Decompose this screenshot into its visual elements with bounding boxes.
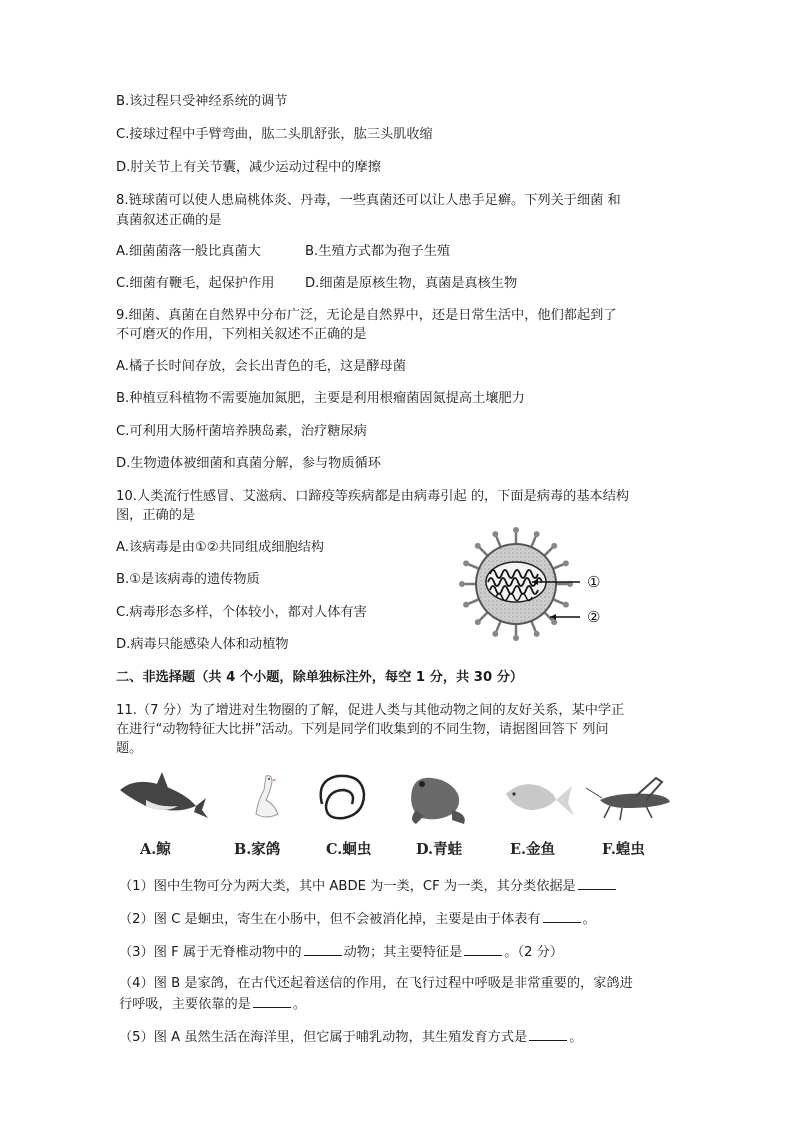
answer-blank[interactable] — [543, 909, 581, 923]
q9-stem-line2: 不可磨灭的作用，下列相关叙述不正确的是 — [116, 327, 367, 342]
q9-option-c: C.可利用大肠杆菌培养胰岛素，治疗糖尿病 — [116, 424, 367, 439]
q11-sub2: （2）图 C 是蛔虫，寄生在小肠中，但不会被消化掉，主要是由于体表有 。 — [119, 909, 596, 929]
answer-blank[interactable] — [529, 1027, 567, 1041]
q9-option-a: A.橘子长时间存放，会长出青色的毛，这是酵母菌 — [116, 359, 406, 374]
pigeon-icon — [256, 776, 278, 817]
q11-sub1: （1）图中生物可分为两大类，其中 ABDE 为一类，CF 为一类，其分类依据是 — [119, 876, 618, 896]
q11-sub4-line2: 行呼吸，主要依靠的是 。 — [119, 994, 306, 1014]
q9-option-b: B.种植豆科植物不需要施加氮肥，主要是利用根瘤菌固氮提高土壤肥力 — [116, 391, 525, 406]
q9-option-d: D.生物遗体被细菌和真菌分解，参与物质循环 — [116, 456, 381, 471]
q8-option-c: C.细菌有鞭毛，起保护作用 — [116, 276, 275, 291]
animal-caption-c: C.蛔虫 — [326, 841, 372, 858]
animal-caption-d: D.青蛙 — [416, 841, 463, 858]
answer-blank[interactable] — [253, 994, 291, 1008]
frog-icon — [411, 778, 465, 824]
q7-option-b: B.该过程只受神经系统的调节 — [116, 94, 288, 109]
virus-structure-diagram — [440, 524, 620, 664]
q11-sub5: （5）图 A 虽然生活在海洋里，但它属于哺乳动物，其生殖发育方式是 。 — [119, 1027, 582, 1047]
roundworm-icon — [321, 776, 364, 818]
q10-option-b: B.①是该病毒的遗传物质 — [116, 572, 260, 587]
answer-blank[interactable] — [578, 876, 616, 890]
q9-stem-line1: 9.细菌、真菌在自然界中分布广泛，无论是自然界中，还是日常生活中，他们都起到了 — [116, 308, 617, 323]
q10-option-a: A.该病毒是由①②共同组成细胞结构 — [116, 540, 325, 555]
q11-stem-line1: 11.（7 分）为了增进对生物圈的了解，促进人类与其他动物之间的友好关系，某中学正 — [116, 703, 625, 718]
animal-caption-a: A.鲸 — [140, 841, 171, 858]
animal-caption-e: E.金鱼 — [510, 841, 556, 858]
answer-blank[interactable] — [464, 942, 502, 956]
animal-caption-b: B.家鸽 — [234, 841, 281, 858]
q11-stem-line2: 在进行“动物特征大比拼”活动。下列是同学们收集到的不同生物，请据图回答下 列问 — [116, 722, 609, 737]
answer-blank[interactable] — [304, 942, 342, 956]
q7-option-c: C.接球过程中手臂弯曲，肱二头肌舒张，肱三头肌收缩 — [116, 127, 433, 142]
q11-stem-line3: 题。 — [116, 741, 143, 756]
locust-icon — [586, 778, 670, 820]
q8-stem-line2: 真菌叙述正确的是 — [116, 213, 222, 228]
q10-option-c: C.病毒形态多样，个体较小，都对人体有害 — [116, 605, 367, 620]
q8-option-d: D.细菌是原核生物，真菌是真核生物 — [305, 276, 518, 291]
q7-option-d: D.肘关节上有关节囊，减少运动过程中的摩擦 — [116, 160, 381, 175]
q8-option-a: A.细菌菌落一般比真菌大 — [116, 244, 261, 259]
animal-figure-panel — [116, 770, 678, 862]
q11-sub3: （3）图 F 属于无脊椎动物中的 动物；其主要特征是 。（2 分） — [119, 942, 563, 962]
q8-stem-line1: 8.链球菌可以使人患扁桃体炎、丹毒，一些真菌还可以让人患手足癣。下列关于细菌 和 — [116, 193, 621, 208]
q10-option-d: D.病毒只能感染人体和动植物 — [116, 637, 289, 652]
virus-label-1: ① — [587, 573, 601, 591]
goldfish-icon — [506, 784, 574, 816]
q10-stem-line1: 10.人类流行性感冒、艾滋病、口蹄疫等疾病都是由病毒引起 的，下面是病毒的基本结构 — [116, 489, 630, 504]
section-heading: 二、非选择题（共 4 个小题，除单独标注外，每空 1 分，共 30 分） — [116, 670, 524, 685]
q11-sub4-line1: （4）图 B 是家鸽，在古代还起着送信的作用，在飞行过程中呼吸是非常重要的，家鸽进 — [119, 976, 633, 991]
virus-label-2: ② — [587, 608, 601, 626]
whale-icon — [120, 772, 208, 818]
q10-stem-line2: 图，正确的是 — [116, 508, 196, 523]
animal-caption-f: F.蝗虫 — [602, 841, 645, 858]
q8-option-b: B.生殖方式都为孢子生殖 — [305, 244, 451, 259]
